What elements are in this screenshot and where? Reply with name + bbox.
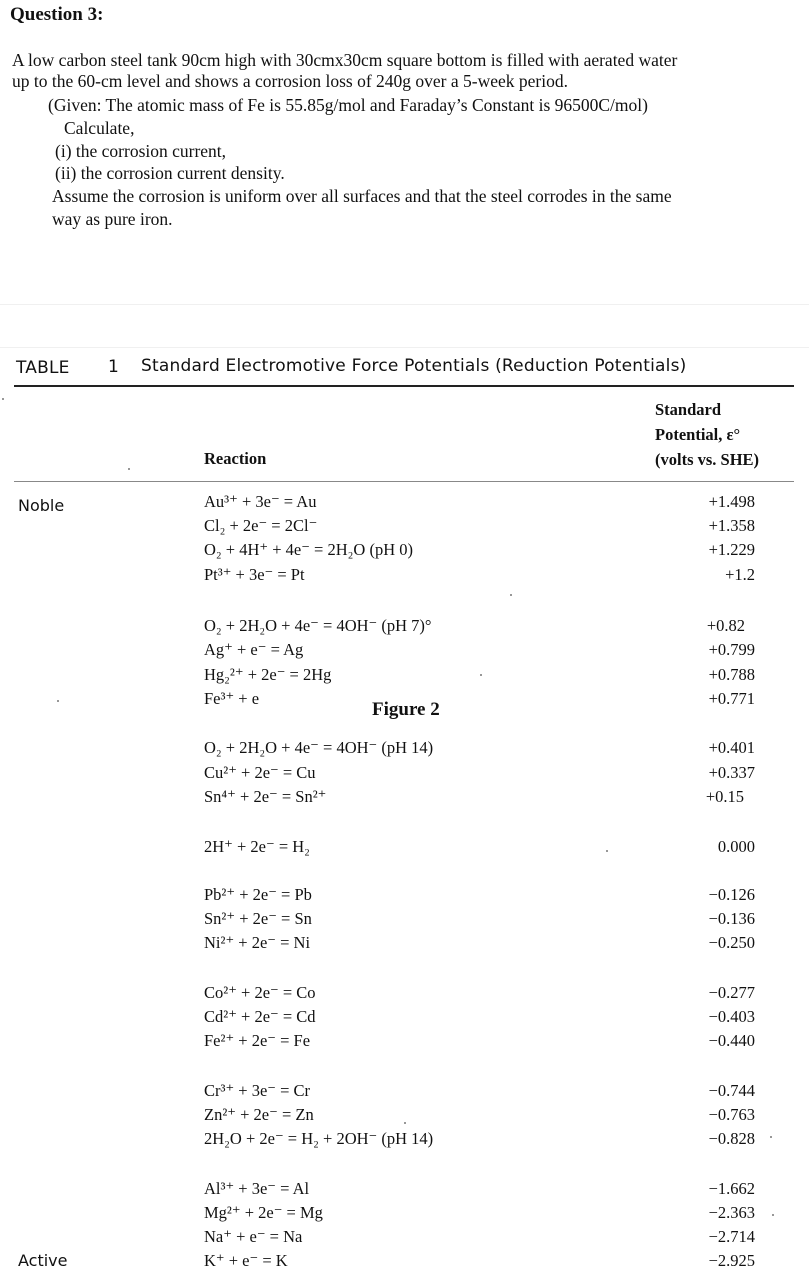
question-title: Question 3:	[10, 4, 104, 25]
reaction-cell: Fe³⁺ + e	[204, 689, 260, 708]
part-i-line: (i) the corrosion current,	[55, 141, 227, 161]
reaction-cell: Co²⁺ + 2e⁻ = Co	[204, 983, 316, 1002]
reaction-cell: 2H₂O + 2e⁻ = H₂ + 2OH⁻ (pH 14)	[204, 1129, 434, 1148]
scan-speck	[128, 468, 130, 470]
scan-speck	[772, 1214, 774, 1216]
reaction-cell: Cd²⁺ + 2e⁻ = Cd	[204, 1007, 316, 1026]
reaction-cell: Pt³⁺ + 3e⁻ = Pt	[204, 565, 305, 584]
reaction-cell: Fe²⁺ + 2e⁻ = Fe	[204, 1031, 311, 1050]
assumption-line: Assume the corrosion is uniform over all surfaces and that the steel corrodes in the same	[52, 186, 672, 206]
potential-cell: −0.250	[708, 933, 755, 952]
reaction-cell: Hg₂²⁺ + 2e⁻ = 2Hg	[204, 665, 332, 684]
table-label: TABLE	[16, 358, 70, 378]
table-title: Standard Electromotive Force Potentials (Reduction Potentials)	[141, 356, 687, 376]
reaction-cell: O₂ + 2H₂O + 4e⁻ = 4OH⁻ (pH 14)	[204, 738, 434, 757]
reaction-cell: Au³⁺ + 3e⁻ = Au	[204, 492, 317, 511]
reaction-cell: Pb²⁺ + 2e⁻ = Pb	[204, 885, 312, 904]
potential-cell: 0.000	[717, 837, 755, 856]
scan-speck	[404, 1122, 406, 1124]
potential-cell: +0.799	[708, 640, 755, 659]
table-number: 1	[108, 357, 120, 377]
figure-label: Figure 2	[372, 699, 440, 720]
potential-cell: −2.363	[708, 1203, 755, 1222]
given-line: (Given: The atomic mass of Fe is 55.85g/mol and Faraday’s Constant is 96500C/mol)	[48, 95, 648, 115]
question-line: A low carbon steel tank 90cm high with 30cmx30cm square bottom is filled with aerated water	[12, 50, 678, 70]
potential-cell: −1.662	[708, 1179, 755, 1198]
scan-speck	[2, 398, 4, 400]
potential-cell: +0.401	[708, 738, 755, 757]
potential-cell: +0.771	[708, 689, 755, 708]
scan-speck	[606, 850, 608, 852]
scan-speck	[57, 700, 59, 702]
potential-cell: −0.277	[708, 983, 755, 1002]
reaction-cell: Sn²⁺ + 2e⁻ = Sn	[204, 909, 312, 928]
table-top-rule	[14, 385, 794, 387]
noble-label: Noble	[18, 496, 65, 515]
header-reaction: Reaction	[204, 449, 267, 468]
scan-speck	[510, 594, 512, 596]
reaction-cell: K⁺ + e⁻ = K	[204, 1251, 288, 1270]
calculate-line: Calculate,	[64, 118, 135, 138]
potential-cell: −0.440	[708, 1031, 755, 1050]
reaction-cell: Ni²⁺ + 2e⁻ = Ni	[204, 933, 311, 952]
scan-speck	[770, 1136, 772, 1138]
reaction-cell: Zn²⁺ + 2e⁻ = Zn	[204, 1105, 314, 1124]
section-divider	[0, 347, 809, 348]
potential-cell: −2.925	[708, 1251, 755, 1270]
potential-cell: +1.2	[725, 565, 755, 584]
reaction-cell: Mg²⁺ + 2e⁻ = Mg	[204, 1203, 323, 1222]
question-line: up to the 60-cm level and shows a corrosion loss of 240g over a 5-week period.	[12, 71, 568, 91]
potential-cell: −0.744	[708, 1081, 755, 1100]
reaction-cell: Na⁺ + e⁻ = Na	[204, 1227, 303, 1246]
potential-cell: +0.788	[708, 665, 755, 684]
header-rule	[14, 481, 794, 482]
reaction-cell: Ag⁺ + e⁻ = Ag	[204, 640, 304, 659]
reaction-cell: Sn⁴⁺ + 2e⁻ = Sn²⁺	[204, 787, 327, 806]
header-potential-line3: (volts vs. SHE)	[655, 450, 760, 469]
reaction-cell: Cl₂ + 2e⁻ = 2Cl⁻	[204, 516, 318, 535]
potential-cell: −0.403	[708, 1007, 755, 1026]
potential-cell: −0.828	[708, 1129, 755, 1148]
potential-cell: +1.229	[708, 540, 755, 559]
reaction-cell: Cu²⁺ + 2e⁻ = Cu	[204, 763, 316, 782]
header-potential-line1: Standard	[655, 400, 722, 419]
potential-cell: +0.82	[706, 616, 745, 635]
reaction-cell: Al³⁺ + 3e⁻ = Al	[204, 1179, 310, 1198]
active-label: Active	[18, 1251, 68, 1270]
potential-cell: +0.337	[708, 763, 755, 782]
reaction-cell: O₂ + 2H₂O + 4e⁻ = 4OH⁻ (pH 7)°	[204, 616, 432, 635]
potential-cell: −0.126	[708, 885, 755, 904]
reaction-cell: 2H⁺ + 2e⁻ = H₂	[204, 837, 310, 856]
potential-cell: +0.15	[705, 787, 744, 806]
potential-cell: −0.763	[708, 1105, 755, 1124]
reaction-cell: O₂ + 4H⁺ + 4e⁻ = 2H₂O (pH 0)	[204, 540, 413, 559]
potential-cell: −2.714	[708, 1227, 755, 1246]
potential-cell: +1.358	[708, 516, 755, 535]
part-ii-line: (ii) the corrosion current density.	[55, 163, 285, 183]
potential-cell: −0.136	[708, 909, 755, 928]
reaction-cell: Cr³⁺ + 3e⁻ = Cr	[204, 1081, 311, 1100]
assumption-line: way as pure iron.	[52, 209, 173, 229]
section-divider	[0, 304, 809, 305]
potential-cell: +1.498	[708, 492, 755, 511]
scan-speck	[480, 674, 482, 676]
header-potential-line2: Potential, ε°	[655, 425, 741, 444]
